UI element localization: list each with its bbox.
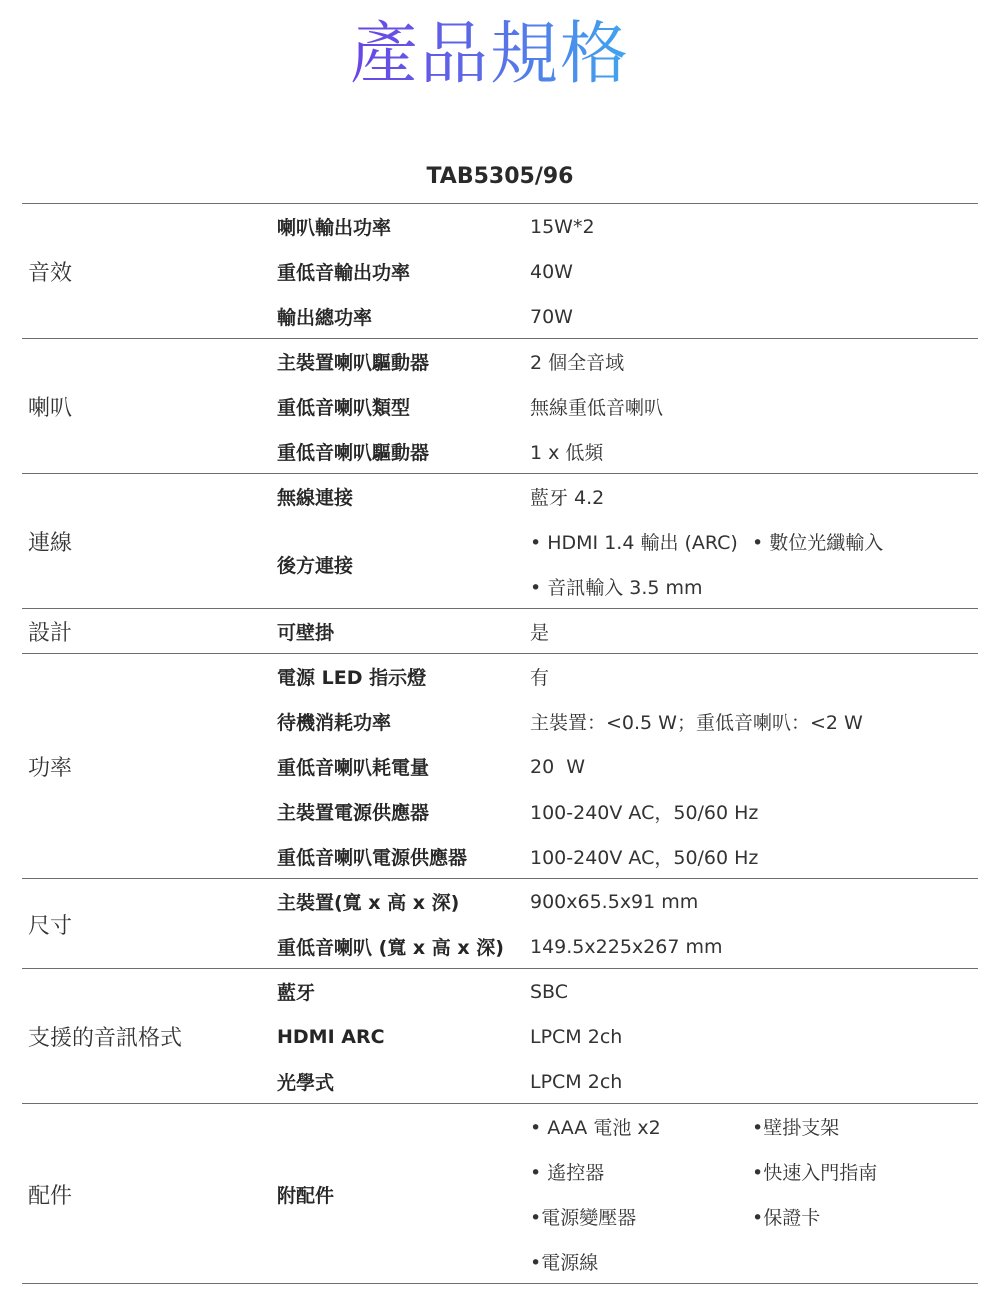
spec-row: [277, 654, 978, 699]
spec-row: [277, 204, 978, 249]
spec-row: [277, 429, 978, 474]
list-item: •壁掛支架: [752, 1117, 840, 1139]
spec-value: 1 x 低頻: [530, 442, 604, 464]
spec-value: 是: [530, 622, 550, 644]
spec-label: 電源 LED 指示燈: [277, 667, 427, 689]
section-rows: [277, 969, 978, 1104]
spec-label: 重低音輸出功率: [277, 262, 411, 284]
spec-row: [277, 879, 978, 924]
spec-value: 藍牙 4.2: [530, 487, 605, 509]
spec-label: 附配件: [277, 1184, 335, 1207]
list-item: •電源變壓器: [530, 1207, 637, 1229]
section-category: 音效: [28, 261, 73, 286]
spec-value: 100-240V AC，50/60 Hz: [530, 802, 759, 824]
spec-row: [277, 519, 978, 609]
spec-row: [277, 699, 978, 744]
spec-row: [277, 249, 978, 294]
section-category: 配件: [28, 1183, 73, 1209]
list-item: • AAA 電池 x2: [530, 1117, 661, 1139]
spec-value: 2 個全音域: [530, 352, 625, 374]
spec-table: [22, 203, 978, 1284]
spec-value: 有: [530, 667, 550, 689]
section-category: 喇叭: [28, 396, 73, 421]
spec-value: LPCM 2ch: [530, 1025, 623, 1048]
spec-value: 40W: [530, 260, 573, 283]
section-category: 支援的音訊格式: [28, 1026, 183, 1051]
spec-label: 輸出總功率: [277, 307, 373, 329]
spec-label: 可壁掛: [277, 622, 335, 644]
section-category: 功率: [28, 756, 73, 781]
list-item: •保證卡: [752, 1207, 821, 1229]
section-speaker: [22, 339, 978, 474]
section-connectivity: [22, 474, 978, 609]
spec-label: 重低音喇叭類型: [277, 397, 411, 419]
list-item: • 音訊輸入 3.5 mm: [530, 577, 703, 599]
spec-label: 重低音喇叭驅動器: [277, 442, 430, 464]
connector-list: [530, 519, 883, 609]
section-rows: [277, 654, 978, 879]
spec-value: 900x65.5x91 mm: [530, 890, 699, 913]
spec-row: [277, 1104, 978, 1284]
spec-label: HDMI ARC: [277, 1025, 385, 1048]
spec-value: 100-240V AC，50/60 Hz: [530, 847, 759, 869]
section-rows: [277, 609, 978, 654]
accessory-list: [530, 1104, 877, 1284]
spec-label: 待機消耗功率: [277, 712, 392, 734]
spec-label: 主裝置喇叭驅動器: [277, 352, 430, 374]
spec-row: [277, 969, 978, 1014]
list-item: •快速入門指南: [752, 1162, 878, 1184]
spec-value: LPCM 2ch: [530, 1070, 623, 1093]
spec-value: 20 W: [530, 755, 586, 778]
spec-row: [277, 609, 978, 654]
spec-row: [277, 1014, 978, 1059]
section-rows: [277, 1104, 978, 1284]
section-category: 設計: [28, 621, 73, 646]
spec-label: 光學式: [277, 1072, 335, 1094]
section-audio: [22, 204, 978, 339]
spec-value: 70W: [530, 305, 573, 328]
spec-row: [277, 1059, 978, 1104]
list-item: •電源線: [530, 1252, 599, 1274]
section-accessories: [22, 1104, 978, 1284]
page-title: [0, 10, 980, 100]
list-item: • HDMI 1.4 輸出 (ARC): [530, 532, 738, 554]
spec-label: 主裝置電源供應器: [277, 802, 430, 824]
section-design: [22, 609, 978, 654]
spec-label: 主裝置(寬 x 高 x 深): [277, 892, 460, 914]
model-number: TAB5305/96: [426, 164, 574, 189]
spec-row: [277, 339, 978, 384]
section-rows: [277, 879, 978, 969]
section-category: 尺寸: [28, 913, 73, 939]
spec-value: 主裝置：<0.5 W；重低音喇叭：<2 W: [530, 712, 863, 734]
section-rows: [277, 204, 978, 339]
list-item: • 遙控器: [530, 1162, 605, 1184]
spec-value: SBC: [530, 980, 569, 1003]
spec-value: 15W*2: [530, 215, 595, 238]
spec-label: 重低音喇叭電源供應器: [277, 847, 468, 869]
spec-value: 無線重低音喇叭: [530, 397, 664, 419]
spec-value: 149.5x225x267 mm: [530, 935, 723, 958]
spec-label: 重低音喇叭耗電量: [277, 757, 430, 779]
spec-row: [277, 834, 978, 879]
spec-label: 重低音喇叭 (寬 x 高 x 深): [277, 937, 504, 959]
section-power: [22, 654, 978, 879]
spec-row: [277, 789, 978, 834]
list-item: • 數位光纖輸入: [752, 532, 884, 554]
section-audio-formats: [22, 969, 978, 1104]
section-category: 連線: [28, 531, 73, 556]
spec-label: 藍牙: [277, 982, 316, 1004]
section-dimensions: [22, 879, 978, 969]
section-rows: [277, 339, 978, 474]
spec-row: [277, 474, 978, 519]
spec-row: [277, 294, 978, 339]
spec-row: [277, 924, 978, 969]
section-rows: [277, 474, 978, 609]
spec-label: 喇叭輸出功率: [277, 217, 392, 239]
spec-row: [277, 384, 978, 429]
spec-label: 後方連接: [277, 554, 354, 577]
page-title-text: 產品規格: [349, 15, 630, 94]
spec-row: [277, 744, 978, 789]
spec-label: 無線連接: [277, 487, 354, 509]
